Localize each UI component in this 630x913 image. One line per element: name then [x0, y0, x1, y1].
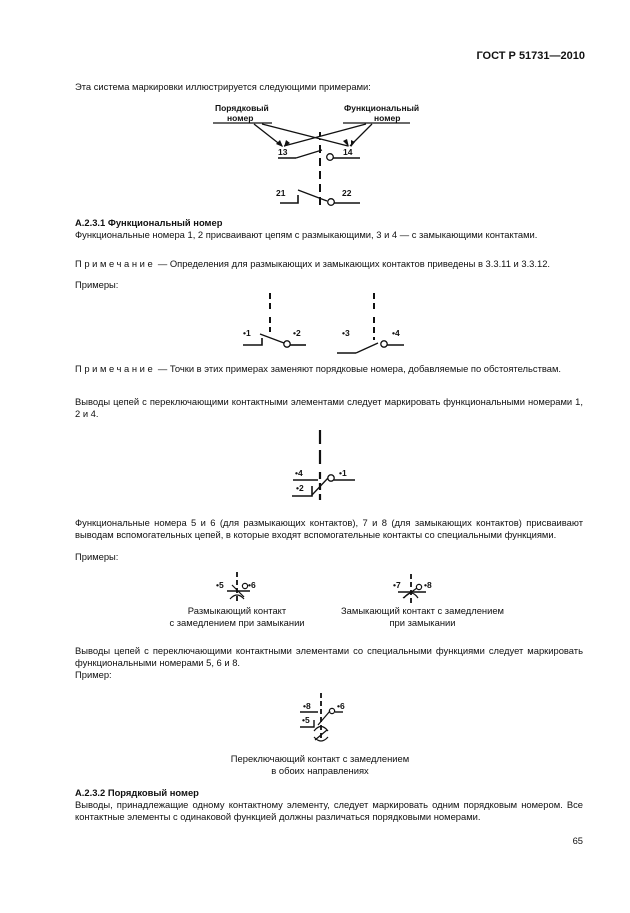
label-functional-1: Функциональный — [344, 103, 420, 113]
examples-1-label: Примеры: — [75, 279, 119, 290]
terminal-22: 22 — [342, 188, 352, 198]
terminal-label-2: •2 — [296, 483, 304, 493]
section-a231-para2: Выводы цепей с переключающими контактными элементами следует маркировать функциональными номерами 1, 2 и 4. — [75, 396, 583, 419]
caption-changeover-delayed — [205, 753, 435, 777]
terminal-label-5: •5 — [216, 580, 224, 590]
section-a231-para3: Функциональные номера 5 и 6 (для размыкающих контактов), 7 и 8 (для замыкающих контактов) присваивают выводам вспомогательных цепей, в которые входят вспомогательные контакты со специальными функциями. — [75, 517, 583, 540]
terminal-label-4: •4 — [295, 468, 303, 478]
label-ordinal-2: номер — [227, 113, 254, 123]
terminal-label-1: •1 — [243, 328, 251, 338]
standard-number: ГОСТ Р 51731—2010 — [476, 50, 585, 62]
note-1-word: Примечание — [75, 258, 156, 269]
intro-text: Эта система маркировки иллюстрируется следующими примерами: — [75, 81, 371, 92]
label-ordinal-1: Порядковый — [215, 103, 269, 113]
terminal-label-5: •5 — [302, 715, 310, 725]
terminal-label-3: •3 — [342, 328, 350, 338]
note-2-word: Примечание — [75, 363, 156, 374]
terminal-21: 21 — [276, 188, 286, 198]
section-a231-para1: Функциональные номера 1, 2 присваивают цепям с размыкающими, 3 и 4 — с замыкающими контактами. — [75, 229, 538, 240]
terminal-label-7: •7 — [393, 580, 401, 590]
caption-fig5-line-1: Переключающий контакт с замедлением — [230, 753, 410, 764]
note-1-text: — Определения для размыкающих и замыкающих контактов приведены в 3.3.11 и 3.3.12. — [155, 258, 551, 269]
caption-nc-line-1: Размыкающий контакт — [187, 605, 287, 616]
terminal-14: 14 — [343, 147, 353, 157]
section-a232-para: Выводы, принадлежащие одному контактному элементу, следует маркировать одним порядковым номером. Все контактные элементы с одинаковой функцией должны различаться порядковыми номерами. — [75, 799, 583, 822]
page-number: 65 — [572, 835, 583, 846]
examples-2-label: Примеры: — [75, 551, 119, 562]
terminal-label-2: •2 — [293, 328, 301, 338]
caption-no-line-1: Замыкающий контакт с замедлением — [341, 605, 504, 616]
terminal-label-4: •4 — [392, 328, 400, 338]
terminal-label-8: •8 — [303, 701, 311, 711]
section-a231-para4: Выводы цепей с переключающими контактными элементами со специальными функциями следует маркировать функциональными номерами 5, 6 и 8. — [75, 645, 583, 668]
example-3-label: Пример: — [75, 669, 112, 680]
caption-no-line-2: при замыкании — [389, 617, 456, 628]
terminal-13: 13 — [278, 147, 288, 157]
note-2-text: — Точки в этих примерах заменяют порядковые номера, добавляемые по обстоятельствам. — [155, 363, 561, 374]
caption-fig5-line-2: в обоих направлениях — [271, 765, 369, 776]
caption-nc-line-2: с замедлением при замыкании — [169, 617, 305, 628]
terminal-label-8: •8 — [424, 580, 432, 590]
terminal-label-1: •1 — [339, 468, 347, 478]
section-a232-title: А.2.3.2 Порядковый номер — [75, 787, 199, 798]
section-a231-title: А.2.3.1 Функциональный номер — [75, 217, 223, 228]
label-functional-2: номер — [374, 113, 401, 123]
terminal-label-6: •6 — [337, 701, 345, 711]
terminal-label-6: •6 — [248, 580, 256, 590]
